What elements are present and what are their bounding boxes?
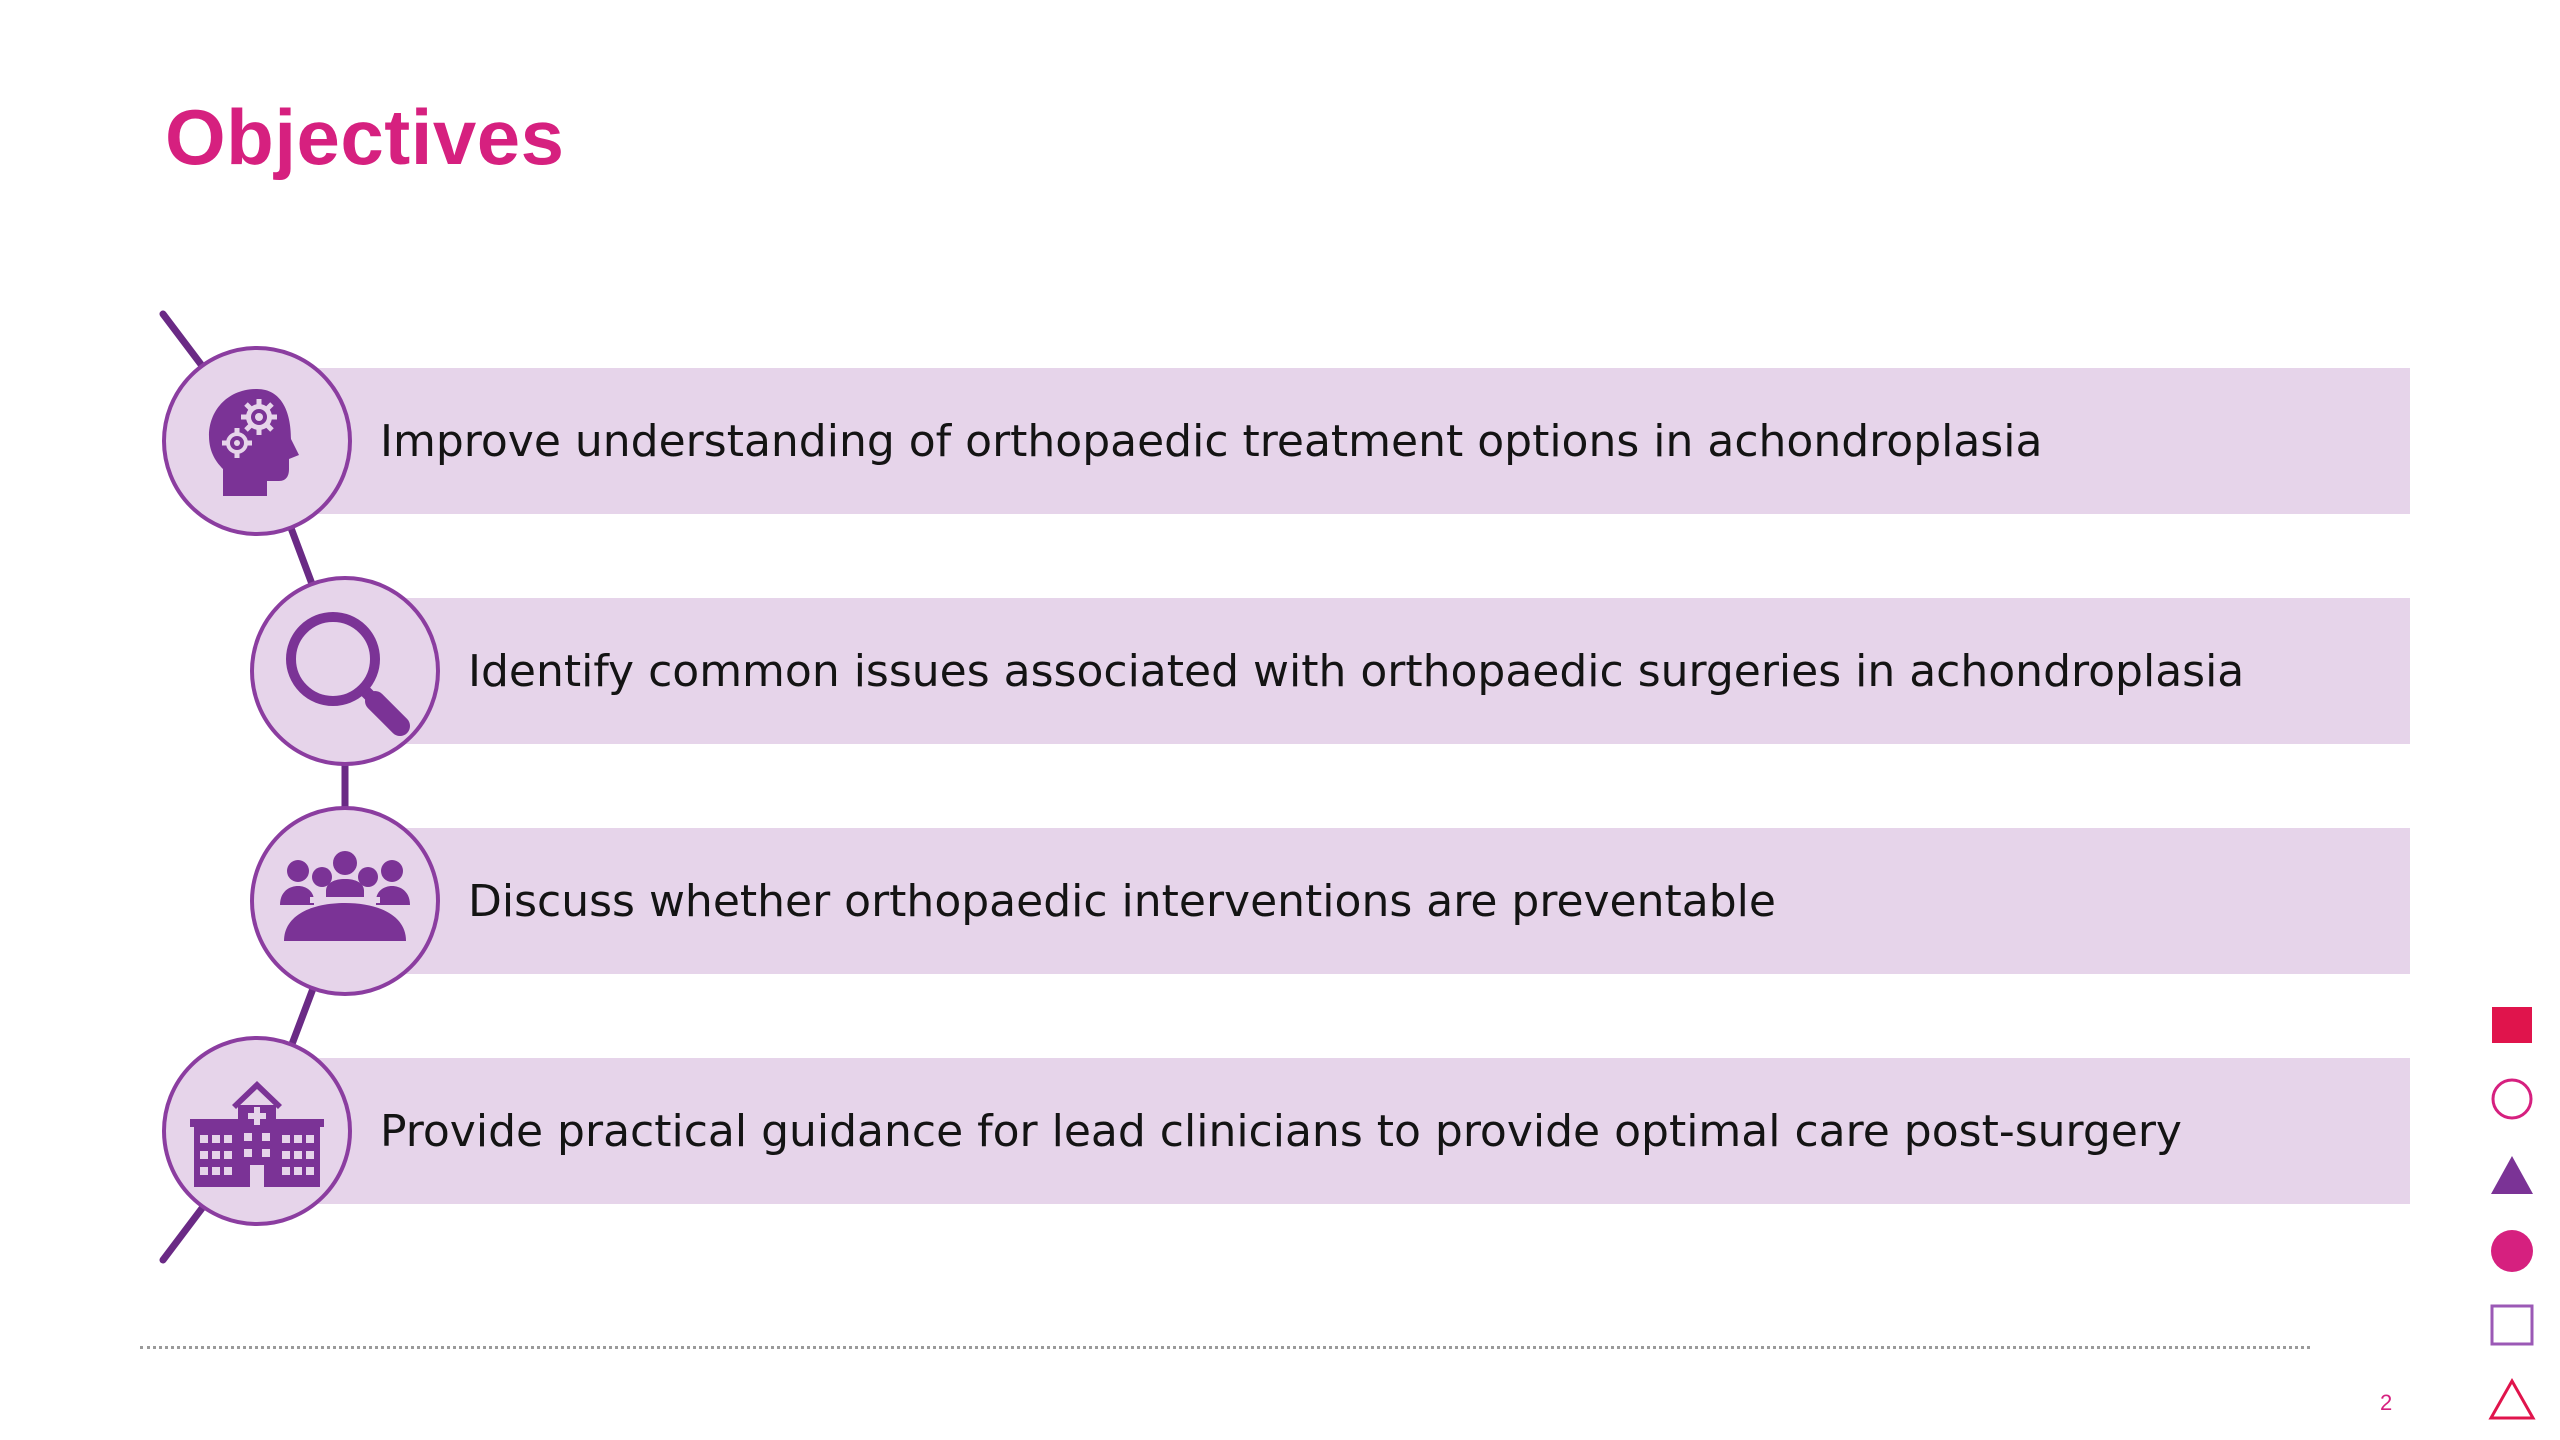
filled-square-icon (2488, 1005, 2536, 1045)
objective-text: Identify common issues associated with orthopaedic surgeries in achondroplasia (468, 645, 2245, 697)
page-number: 2 (2380, 1390, 2393, 1415)
objective-text: Provide practical guidance for lead clinicians to provide optimal care post-surgery (380, 1105, 2182, 1157)
outline-circle-icon (2488, 1077, 2536, 1121)
objective-text: Discuss whether orthopaedic interventions are preventable (468, 875, 1776, 927)
group-people-icon (270, 841, 420, 961)
magnifying-glass-icon (275, 601, 415, 741)
objective-icon-circle (162, 346, 352, 536)
objective-icon-circle (162, 1036, 352, 1226)
outline-square-icon (2488, 1303, 2536, 1347)
filled-circle-icon (2488, 1229, 2536, 1273)
objective-icon-circle (250, 806, 440, 996)
hospital-building-icon (182, 1071, 332, 1191)
filled-triangle-icon (2488, 1153, 2536, 1197)
objective-icon-circle (250, 576, 440, 766)
head-gears-icon (197, 381, 317, 501)
footer-divider (140, 1346, 2310, 1349)
outline-triangle-icon (2488, 1377, 2536, 1421)
slide-title: Objectives (165, 93, 565, 181)
objective-text: Improve understanding of orthopaedic treatment options in achondroplasia (380, 415, 2043, 467)
